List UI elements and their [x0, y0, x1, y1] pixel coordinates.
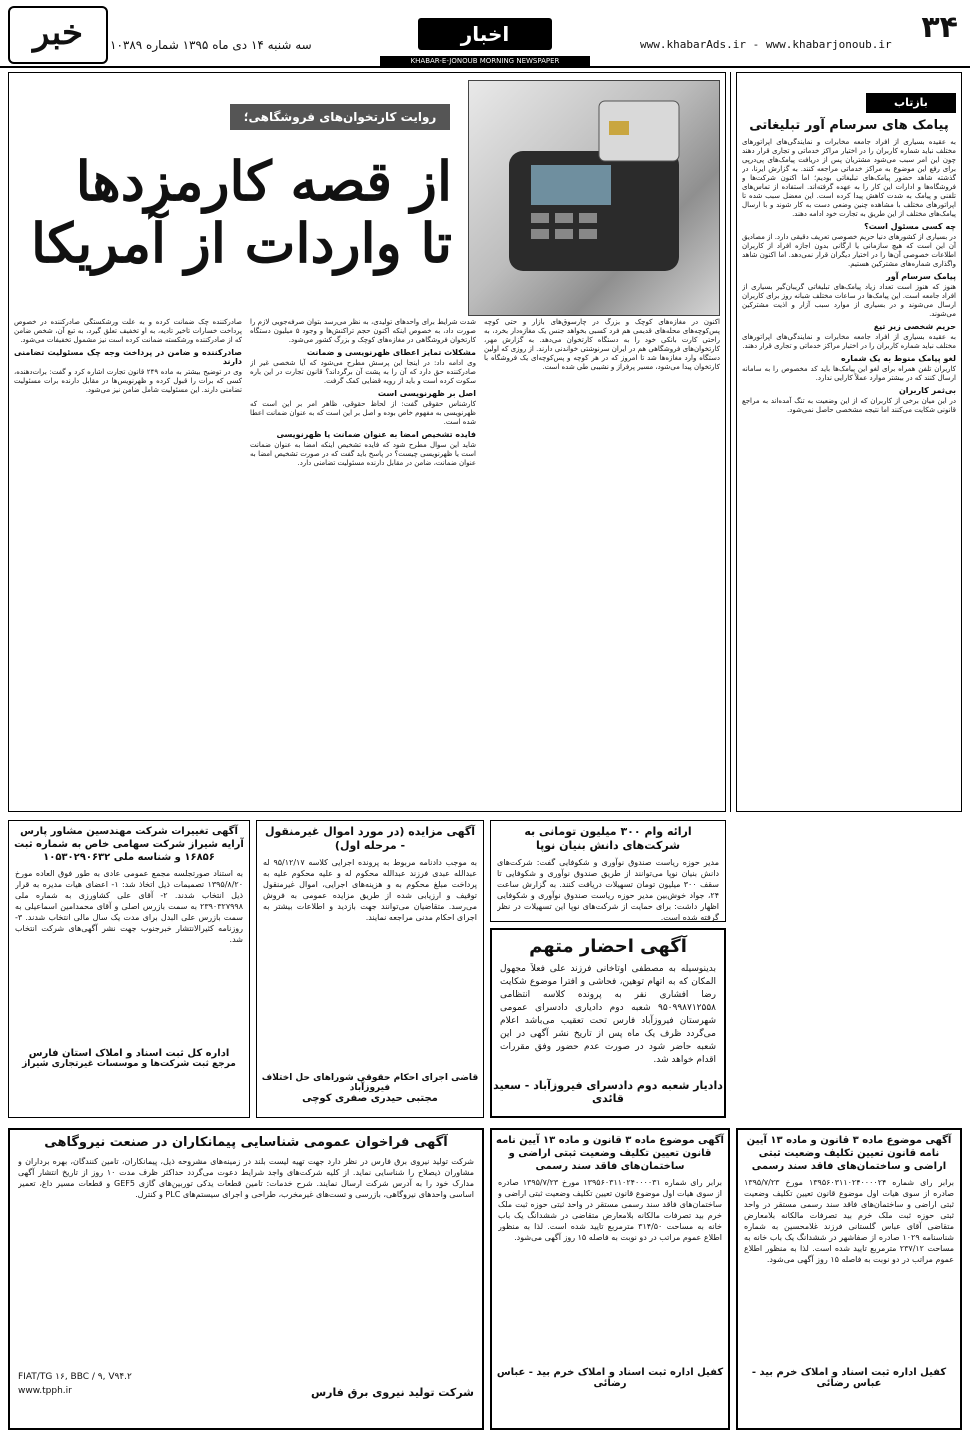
- auction-title: آگهی مزایده (در مورد اموال غیرمنقول - مرحله اول): [264, 825, 476, 852]
- paragraph: صادرکننده چک ضمانت کرده و به علت ورشکستگی صادرکننده در خصوص پرداخت خسارات تاخیر تادیه، به او تخفیف تعلق گیرد، به تبع آن، شخص ضامن که از صادرکننده ورشکسته ضمانت کرده است نیز مشمول تخفیفات می‌شود.: [14, 318, 242, 344]
- tender-website[interactable]: www.tpph.ir: [18, 1386, 72, 1396]
- paragraph: کاربران تلفن همراه برای لغو این پیامک‌ها باید کد مخصوص را به سامانه ارسال کنند که در بیشتر موارد عملاً کارایی ندارد.: [742, 365, 956, 382]
- summons-ad: [490, 928, 726, 1118]
- summons-title: آگهی احضار متهم: [529, 936, 687, 957]
- loan-news-body: مدیر حوزه ریاست صندوق نوآوری و شکوفایی گفت: شرکت‌های دانش بنیان نوپا می‌توانند از طریق صندوق نوآوری و شکوفایی تا سقف ۳۰۰ میلیون تومان تسهیلات دریافت کنند. به گزارش ساعت ۲۴، جواد خوش‌بین مدیر حوزه ریاست صندوق نوآوری و شکوفایی اظهار داشت: برای حمایت از شرکت‌های نوپا این تسهیلات در نظر گرفته شده است.: [497, 858, 719, 921]
- tender-title: آگهی فراخوان عمومی شناسایی پیمانکاران در صنعت نیروگاهی: [44, 1135, 448, 1150]
- summons-signature: دادیار شعبه دوم دادسرای فیروزآباد - سعید قائدی: [493, 1079, 723, 1105]
- headline-line-1: از قصه کارمزدها: [75, 149, 452, 213]
- company-changes-signature-2: مرجع ثبت شرکت‌ها و موسسات غیرتجاری شیراز: [22, 1059, 236, 1069]
- company-changes-title: آگهی تغییرات شرکت مهندسین مشاور پارس آرایه شیراز شرکت سهامی خاص به شماره ثبت ۱۶۸۵۶ و شناسه ملی ۱۰۵۳۰۲۹۰۶۳۲: [14, 826, 244, 863]
- law-ad-2: [490, 1128, 730, 1430]
- auction-body: به موجب دادنامه مربوط به پرونده اجرایی کلاسه ۹۵/۱۲/۱۷ له عبدالله عبدی فرزند عبدالله محکوم له و علیه محکوم علیه به پرداخت مبلغ محکوم به و هزینه‌های اجرایی، اموال غیرمنقول توقیف و ارزیابی شده از طریق مزایده عمومی به فروش می‌رسد. متقاضیان می‌توانند جهت بازدید و اطلاعات بیشتر به اجرای احکام مدنی مراجعه نمایند.: [263, 858, 477, 922]
- section-label: اخبار: [418, 18, 552, 50]
- summons-body: بدینوسیله به مصطفی اوتاخانی فرزند علی فعلاً مجهول المکان که به اتهام توهین، فحاشی و افترا موضوع شکایت رضا افشاری نفر به پرونده کلاسه انتظامی ۹۵۰۹۹۸۷۱۲۵۵۸ شعبه دوم دادیاری دادسرای عمومی شهرستان فیروزآباد فارس تحت تعقیب می‌باشد اعلام می‌گردد ظرف یک ماه پس از تاریخ نشر آگهی در این شعبه حاضر شود در صورت عدم حضور وفق مقررات اقدام خواهد شد.: [500, 964, 716, 1065]
- paragraph: وی در توضیح بیشتر به ماده ۲۴۹ قانون تجارت اشاره کرد و گفت: برات‌دهنده، کسی که برات را قبول کرده و ظهرنویس‌ها در مقابل دارنده برات مسئولیت تضامنی دارند. این مسئولیت شامل ضامن نیز می‌شود.: [14, 368, 242, 394]
- company-changes-signature-1: اداره کل ثبت اسناد و املاک استان فارس: [28, 1048, 230, 1059]
- paragraph: شاید این سوال مطرح شود که فایده تشخیص اینکه امضا به عنوان ضمانت است یا ظهرنویسی چیست؟ در پاسخ باید گفت که در صورت تشخیص امضا به عنوان ضمانت، ضامن در مقابل دارنده مسئولیت تضامنی دارد.: [250, 441, 476, 467]
- website-url[interactable]: www.khabarAds.ir - www.khabarjonoub.ir: [640, 38, 892, 51]
- paragraph: هنوز که هنوز است تعداد زیاد پیامک‌های تبلیغاتی گریبان‌گیر بسیاری از افراد جامعه است. این پیامک‌ها در ساعات مختلف شبانه روز برای کاربران ارسال می‌شوند و در بسیاری از موارد سبب آزار و اذیت مشترکین می‌شوند.: [742, 283, 956, 318]
- law-ad-2-title: آگهی موضوع ماده ۳ قانون و ماده ۱۳ آیین نامه قانون تعیین تکلیف وضعیت ثبتی اراضی و ساختمان‌های فاقد سند رسمی: [496, 1135, 724, 1172]
- right-column-body: [742, 138, 956, 808]
- issue-date: سه شنبه ۱۴ دی ماه ۱۳۹۵ شماره ۱۰۳۸۹: [110, 38, 312, 52]
- law-ad-2-body: برابر رای شماره ۱۳۹۵۶۰۳۱۱۰۲۴۰۰۰۰۳۱ مورخ ۱۳۹۵/۷/۲۳ صادره از سوی هیات اول موضوع قانون تعیین تکلیف وضعیت ثبتی اراضی و ساختمان‌های فاقد سند رسمی مستقر در واحد ثبتی حوزه ثبت ملک خرم بید تصرفات مالکانه بلامعارض متقاضی در ششدانگ یک باب خانه به مساحت ۳۱۴/۵۰ مترمربع تایید شده است. لذا به منظور اطلاع عموم مراتب در دو نوبت به فاصله ۱۵ روز آگهی می‌شود.: [498, 1178, 722, 1242]
- auction-signature-1: قاضی اجرای احکام حقوقی شوراهای حل اختلاف فیروزآباد: [261, 1073, 479, 1093]
- loan-news-box: [490, 820, 726, 922]
- subheading: مشکلات تمایز اعطای ظهرنویسی و ضمانت: [306, 348, 476, 357]
- auction-signature-2: مجتبی حیدری صفری کوچی: [302, 1093, 438, 1104]
- card-terminal-illustration: [469, 81, 719, 315]
- newspaper-logo: خبر: [8, 6, 108, 64]
- feature-column-2: [250, 318, 476, 806]
- law-ad-1-body: برابر رای شماره ۱۳۹۵۶۰۳۱۱۰۲۴۰۰۰۰۲۴ مورخ ۱۳۹۵/۷/۲۳ صادره از سوی هیات اول موضوع قانون تعیین تکلیف وضعیت ثبتی اراضی و ساختمان‌های فاقد سند رسمی مستقر در واحد ثبتی حوزه ثبت ملک خرم بید تصرفات مالکانه بلامعارض متقاضی آقای عباس گلستانی فرزند غلامحسین به شماره شناسنامه ۱۰۲۹ صادره از صفاشهر در ششدانگ یک باب خانه به مساحت ۲۳۷/۱۲ مترمربع تایید شده است. لذا به منظور اطلاع عموم مراتب در دو نوبت به فاصله ۱۵ روز آگهی می‌شود.: [744, 1178, 954, 1264]
- subheading: حریم شخصی زیر تیغ: [873, 322, 956, 331]
- law-ad-2-signature: کفیل اداره ثبت اسناد و املاک خرم بید - عباس رضائی: [496, 1367, 724, 1389]
- headline-line-2: تا واردات از آمریکا: [30, 211, 452, 275]
- loan-news-title: ارائه وام ۳۰۰ میلیون تومانی به شرکت‌های دانش بنیان نوپا: [524, 825, 692, 852]
- law-ad-1-title: آگهی موضوع ماده ۳ قانون و ماده ۱۳ آیین نامه قانون تعیین تکلیف وضعیت ثبتی اراضی و ساختمان‌های فاقد سند رسمی: [746, 1135, 952, 1172]
- column-divider: [730, 72, 731, 812]
- feature-headline: [12, 150, 452, 274]
- tender-body: شرکت تولید نیروی برق فارس در نظر دارد جهت تهیه لیست بلند در زمینه‌های مشروحه ذیل، پیمانکاران، تامین کنندگان، بهره برداران و مشاوران ذیصلاح را شناسایی نماید. از کلیه شرکت‌های واجد شرایط دعوت می‌گردد حداکثر ظرف مدت ۱۰ روز از تاریخ انتشار آگهی مدارک خود را به آدرس شرکت ارسال نمایند. شرح خدمات: تامین قطعات یدکی توربین‌های گازی GE‌F5 و قطعات مسیر داغ، تعمیر اساسی واحدهای نیروگاهی، بازرسی و تست‌های غیرمخرب، طراحی و اجرای سیستم‌های PLC و کنترل.: [18, 1157, 474, 1199]
- card-reader-photo: [468, 80, 720, 316]
- tender-turbine-models: FIAT/TG ۱۶, BBC / ۹, V۹۴.۲: [18, 1372, 132, 1382]
- paragraph: کارشناس حقوقی گفت: از لحاظ حقوقی، ظاهر امر بر این است که ظهرنویسی به مفهوم خاص بوده و اصل بر این است که به عنوان ضمانت اعطا شده است.: [250, 400, 476, 426]
- auction-ad: [256, 820, 484, 1118]
- paragraph: به عقیده بسیاری از افراد جامعه مخابرات و نمایندگی‌های اپراتورهای مختلف نباید شماره کاربران را در اختیار مراکز خدماتی و تجاری قرار دهند.: [742, 333, 956, 350]
- feature-column-1: [484, 318, 720, 806]
- company-changes-body: به استناد صورتجلسه مجمع عمومی عادی به طور فوق العاده مورخ ۱۳۹۵/۸/۲۰ تصمیمات ذیل اتخاذ شد: ۱- اعضای هیات مدیره به قرار ذیل انتخاب شدند. ۲- آقای علی کشاورزی به شماره ملی ۲۳۹۰۳۲۷۹۹۸ به سمت بازرس اصلی و آقای محمدامین اسماعیلی به سمت بازرس علی البدل برای مدت یک سال مالی انتخاب شدند. ۳- روزنامه کثیرالانتشار خبرجنوب جهت نشر آگهی‌های شرکت انتخاب شد.: [15, 869, 243, 944]
- tender-footer: شرکت تولید نیروی برق فارس: [310, 1386, 474, 1399]
- paragraph: وی ادامه داد: در اینجا این پرسش مطرح می‌شود که آیا شخصی غیر از صادرکننده حق دارد که آن را به پشت آن برگرداند؟ قانون تجارت در این باره سکوت کرده است و باید از رویه قضایی کمک گرفت.: [250, 359, 476, 385]
- company-changes-ad: [8, 820, 250, 1118]
- subheading: پیامک سرسام آور: [886, 272, 956, 281]
- subheading: بی‌ثمر کاربران: [898, 386, 956, 395]
- subheading: چه کسی مسئول است؟: [864, 222, 956, 231]
- law-ad-1-signature: کفیل اداره ثبت اسناد و املاک خرم بید - عباس رضائی: [751, 1367, 947, 1389]
- paragraph: در بسیاری از کشورهای دنیا حریم خصوصی تعریف دقیقی دارد. از مصادیق آن این است که هیچ سازمانی یا ارگانی بدون اجازه افراد از کاربران اطلاعات خصوصی آن‌ها را در اختیار دیگران قرار نمی‌دهد. اما اکنون شاهد واگذاری شماره‌های مشترکین هستیم.: [742, 233, 956, 268]
- subheading: فایده تشخیص امضا به عنوان ضمانت یا ظهرنویسی: [276, 430, 476, 439]
- law-ad-1: [736, 1128, 962, 1430]
- masthead: [0, 0, 970, 68]
- paragraph: در این میان برخی از کاربران که از این وضعیت به تنگ آمده‌اند به مراجع قانونی شکایت می‌کنند اما نتیجه مشخصی حاصل نمی‌شود.: [742, 397, 956, 414]
- tender-ad: [8, 1128, 484, 1430]
- right-column-title: پیامک های سرسام آور تبلیغاتی: [749, 118, 949, 133]
- subheading: لغو پیامک منوط به یک شماره: [840, 354, 956, 363]
- newspaper-strap: KHABAR-E-JONOUB MORNING NEWSPAPER: [380, 56, 590, 66]
- page-number: ۳۴: [921, 10, 958, 45]
- subheading: صادرکننده و ضامن در پرداخت وجه چک مسئولیت تضامنی دارند: [14, 348, 242, 366]
- subheading: اصل بر ظهرنویسی است: [377, 389, 476, 398]
- feature-kicker: روایت کارتخوان‌های فروشگاهی؛: [230, 104, 450, 130]
- feature-column-3: [14, 318, 242, 806]
- paragraph: به عقیده بسیاری از افراد جامعه مخابرات و نمایندگی‌های اپراتورهای مختلف نباید شماره کاربران را در اختیار مراکز خدماتی و تجاری قرار دهند چون این امر سبب می‌شود مشتریان پس از دریافت پیامک‌های پی‌درپی برای رفع این موضوع به مراکز خدماتی مراجعه کنند. به گزارش ایرنا، در گذشته شاهد حضور پیامک‌های تبلیغاتی بودیم؛ اما اکنون شرکت‌ها و فروشگاه‌ها و ادارات این کار را به عهده گرفته‌اند. استفاده از تماس‌های تلفنی و پیامک به شدت کاهش پیدا کرده است. این معضل سبب شده تا اپراتورهای مختلف با مشاهده چنین وضعی دست به کار شوند و با ارسال پیامک‌های مختلف از این طریق به تجارت خود ادامه دهند.: [742, 138, 956, 218]
- paragraph: شدت شرایط برای واحدهای تولیدی، به نظر می‌رسد بتوان صرفه‌جویی لازم را صورت داد، به خصوص اینکه اکنون حجم تراکنش‌ها و وجود ۵ میلیون دستگاه کارتخوان فروشگاهی در مغازه‌های کوچک و بزرگ کشور می‌شود.: [250, 318, 476, 344]
- section-tag-baztab: بازتاب: [866, 93, 956, 113]
- paragraph: اکنون در مغازه‌های کوچک و بزرگ در چارسوق‌های بازار و حتی کوچه پس‌کوچه‌های محله‌های قدیمی هم فرد کسبی بخواهد جنس یک مغازه‌دار بخرد، به راحتی کارت بانکی خود را به دستگاه کارتخوان می‌دهد. به گزارش مهر، کارتخوان‌های فروشگاهی هم در ایران سرنوشتی خواندنی دارند. از روزی که اولین دستگاه وارد مغازه‌ها شد تا امروز که در هر کوچه و پس‌کوچه‌ای یک فروشگاه با کارتخوان پیدا می‌شود، مسیر پرفراز و نشیبی طی شده است.: [484, 318, 720, 371]
